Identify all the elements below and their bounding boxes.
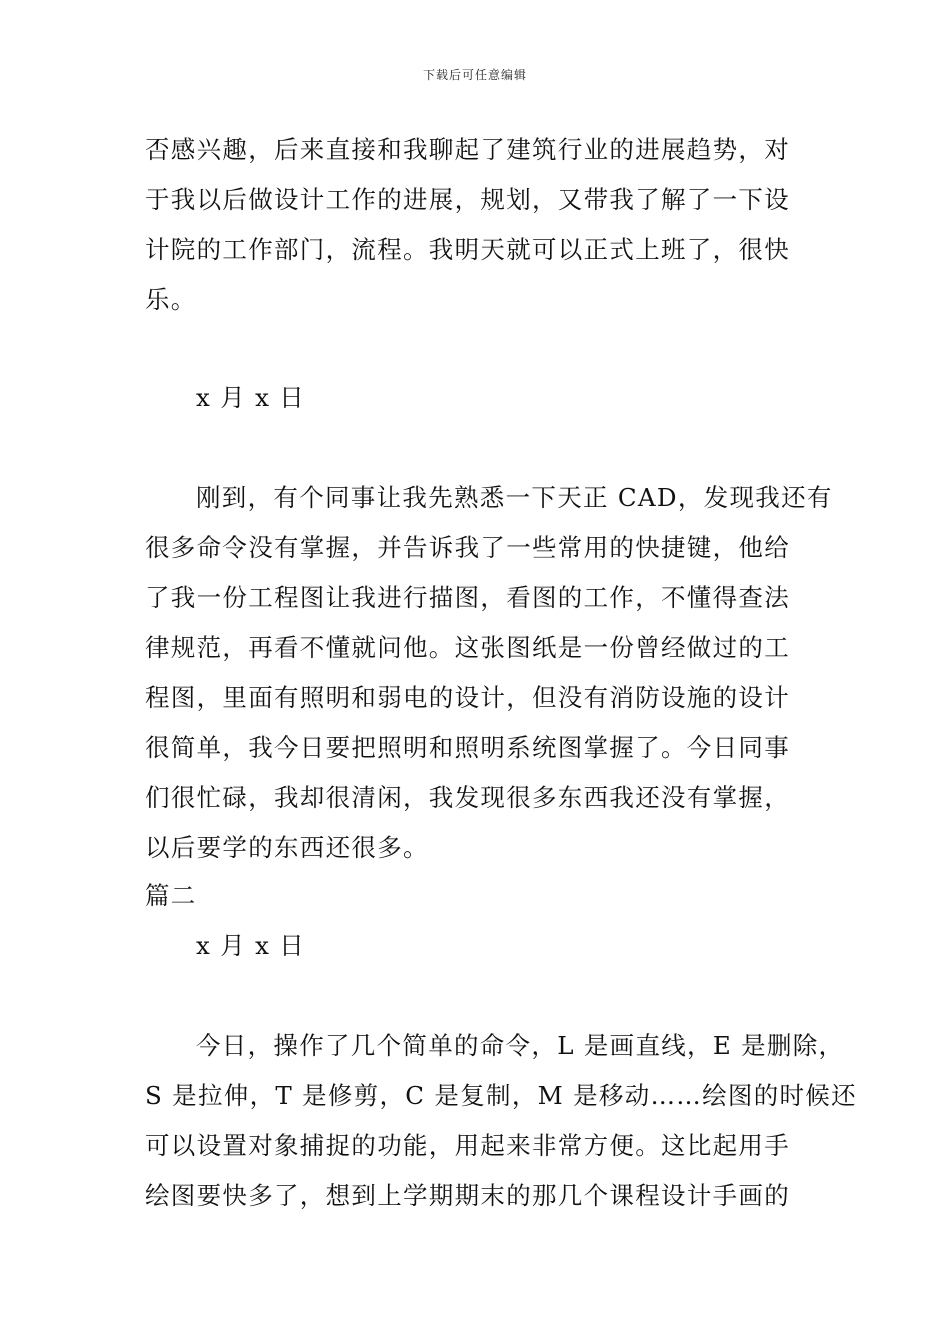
text-line: 律规范，再看不懂就问他。这张图纸是一份曾经做过的工 xyxy=(145,633,790,662)
text-line: 很简单，我今日要把照明和照明系统图掌握了。今日同事 xyxy=(145,733,790,762)
text-line: 以后要学的东西还很多。 xyxy=(145,833,429,862)
text-line: 计院的工作部门，流程。我明天就可以正式上班了，很快 xyxy=(145,235,790,264)
text-line: 很多命令没有掌握，并告诉我了一些常用的快捷键，他给 xyxy=(145,533,790,562)
date-heading: x 月 x 日 xyxy=(196,931,306,960)
text-line: 程图，里面有照明和弱电的设计，但没有消防设施的设计 xyxy=(145,683,790,712)
text-line: 们很忙碌，我却很清闲，我发现很多东西我还没有掌握， xyxy=(145,783,790,812)
text-line: 乐。 xyxy=(145,285,197,314)
text-line: 今日，操作了几个简单的命令，L 是画直线，E 是删除， xyxy=(196,1031,845,1060)
text-line: 了我一份工程图让我进行描图，看图的工作，不懂得查法 xyxy=(145,583,790,612)
page-header: 下载后可任意编辑 xyxy=(422,68,527,82)
date-heading: x 月 x 日 xyxy=(196,383,306,412)
text-line: 于我以后做设计工作的进展，规划，又带我了解了一下设 xyxy=(145,185,790,214)
text-line: S 是拉伸，T 是修剪，C 是复制，M 是移动……绘图的时候还 xyxy=(145,1081,857,1110)
section-heading: 篇二 xyxy=(145,881,197,910)
text-line: 刚到，有个同事让我先熟悉一下天正 CAD，发现我还有 xyxy=(196,483,833,512)
text-line: 绘图要快多了，想到上学期期末的那几个课程设计手画的 xyxy=(145,1181,790,1210)
text-line: 可以设置对象捕捉的功能，用起来非常方便。这比起用手 xyxy=(145,1131,790,1160)
text-line: 否感兴趣，后来直接和我聊起了建筑行业的进展趋势，对 xyxy=(145,135,790,164)
